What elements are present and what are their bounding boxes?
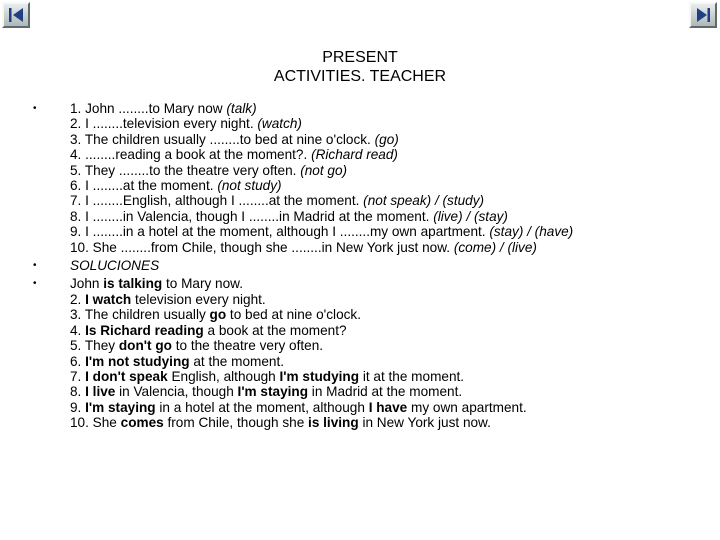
solution-answer: go — [209, 307, 227, 323]
solution-answer: I don't speak — [85, 368, 168, 384]
solution-text: 4. — [70, 322, 86, 338]
solution-answer: I live — [85, 384, 116, 400]
solution-line — [70, 338, 713, 353]
bullet-icon: • — [33, 103, 37, 114]
exercise-list — [70, 101, 713, 255]
slide-title-line-2: ACTIVITIES. TEACHER — [273, 68, 447, 85]
solution-text: 6. — [70, 353, 86, 369]
exercise-hint: (talk) — [226, 101, 257, 116]
solution-answer: comes — [120, 415, 164, 431]
solution-line — [70, 323, 713, 338]
next-slide-icon — [691, 4, 715, 26]
solution-text: at the moment. — [189, 353, 285, 369]
exercise-text: 7. I ........English, although I ........at the moment. — [70, 193, 364, 209]
exercise-hint: (stay) / (have) — [489, 224, 574, 240]
solution-line — [70, 384, 713, 399]
solutions-block — [33, 276, 713, 430]
solution-text: 5. They — [70, 338, 119, 354]
exercise-text: 8. I ........in Valencia, though I ........in Madrid at the moment. — [70, 208, 434, 224]
exercise-hint: (live) / (stay) — [433, 208, 508, 224]
exercise-hint: (not study) — [217, 178, 282, 194]
solution-text: English, although — [167, 368, 280, 384]
exercise-block — [33, 101, 713, 255]
solution-answer: is talking — [103, 276, 163, 292]
slide-content — [33, 101, 713, 431]
exercise-line — [70, 132, 713, 147]
exercise-text: 2. I ........television every night. — [70, 116, 258, 132]
exercise-text: 6. I ........at the moment. — [70, 178, 218, 194]
solution-text: in Madrid at the moment. — [308, 384, 463, 400]
solution-text: in Valencia, though — [115, 384, 238, 400]
solution-line — [70, 369, 713, 384]
solution-answer: I'm studying — [279, 368, 360, 384]
solution-text: to the theatre very often. — [171, 338, 324, 354]
solution-line — [70, 400, 713, 415]
solution-line — [70, 354, 713, 369]
exercise-line — [70, 147, 713, 162]
solution-answer: I'm staying — [237, 384, 309, 400]
exercise-text: 4. ........reading a book at the moment?. — [70, 147, 312, 163]
solution-list — [70, 276, 713, 430]
exercise-text: 3. The children usually ........to bed at nine o'clock. — [70, 131, 375, 147]
exercise-text: 9. I ........in a hotel at the moment, although I ........my own apartment. — [70, 224, 490, 240]
solution-line — [70, 292, 713, 307]
solutions-heading: SOLUCIONES — [70, 258, 160, 274]
exercise-text: 10. She ........from Chile, though she ........in New York just now. — [70, 239, 454, 255]
solution-text: in New York just now. — [358, 415, 491, 431]
first-slide-icon — [4, 4, 28, 26]
solution-text: my own apartment. — [407, 399, 527, 415]
solution-answer: is living — [308, 415, 359, 431]
solutions-heading-block — [33, 258, 713, 273]
exercise-line — [70, 116, 713, 131]
solution-text: to bed at nine o'clock. — [226, 307, 361, 323]
exercise-line — [70, 163, 713, 178]
bullet-icon: • — [33, 278, 37, 290]
exercise-hint: (go) — [374, 131, 399, 147]
solution-text: a book at the moment? — [203, 322, 347, 338]
solution-answer: I have — [368, 399, 408, 415]
slide-title-line-1: PRESENT — [322, 49, 398, 66]
exercise-text: 5. They ........to the theatre very often. — [70, 162, 301, 178]
exercise-line — [70, 193, 713, 208]
solution-text: 8. — [70, 384, 86, 400]
exercise-hint: (not speak) / (study) — [363, 193, 485, 209]
solution-text: to Mary now. — [162, 276, 244, 292]
solution-text: 2. — [70, 291, 86, 307]
exercise-line — [70, 178, 713, 193]
exercise-hint: (come) / (live) — [453, 239, 537, 255]
next-slide-button[interactable] — [689, 2, 717, 28]
slide-title — [0, 48, 720, 86]
solution-text: from Chile, though she — [163, 415, 309, 431]
solution-answer: Is Richard reading — [85, 322, 204, 338]
bullet-icon: • — [33, 260, 37, 272]
solution-text: 9. — [70, 399, 86, 415]
solution-text: 3. The children usually — [70, 307, 210, 323]
solution-text: 7. — [70, 368, 86, 384]
solution-text: it at the moment. — [359, 368, 465, 384]
exercise-hint: (Richard read) — [311, 147, 398, 163]
solution-line — [70, 307, 713, 322]
exercise-text: 1. John ........to Mary now — [70, 101, 227, 116]
exercise-hint: (watch) — [257, 116, 302, 132]
exercise-line — [70, 224, 713, 239]
exercise-line — [70, 101, 713, 116]
solution-line — [70, 415, 713, 430]
solution-text: John — [70, 276, 104, 292]
solution-answer: don't go — [118, 338, 172, 354]
solution-answer: I'm staying — [85, 399, 156, 415]
first-slide-button[interactable] — [2, 2, 30, 28]
solution-text: 10. She — [70, 415, 121, 431]
exercise-line — [70, 240, 713, 255]
solution-text: television every night. — [131, 291, 266, 307]
solution-text: in a hotel at the moment, although — [155, 399, 369, 415]
solution-answer: I'm not studying — [85, 353, 190, 369]
solution-line — [70, 276, 713, 291]
exercise-line — [70, 209, 713, 224]
exercise-hint: (not go) — [300, 162, 348, 178]
solution-answer: I watch — [85, 291, 132, 307]
